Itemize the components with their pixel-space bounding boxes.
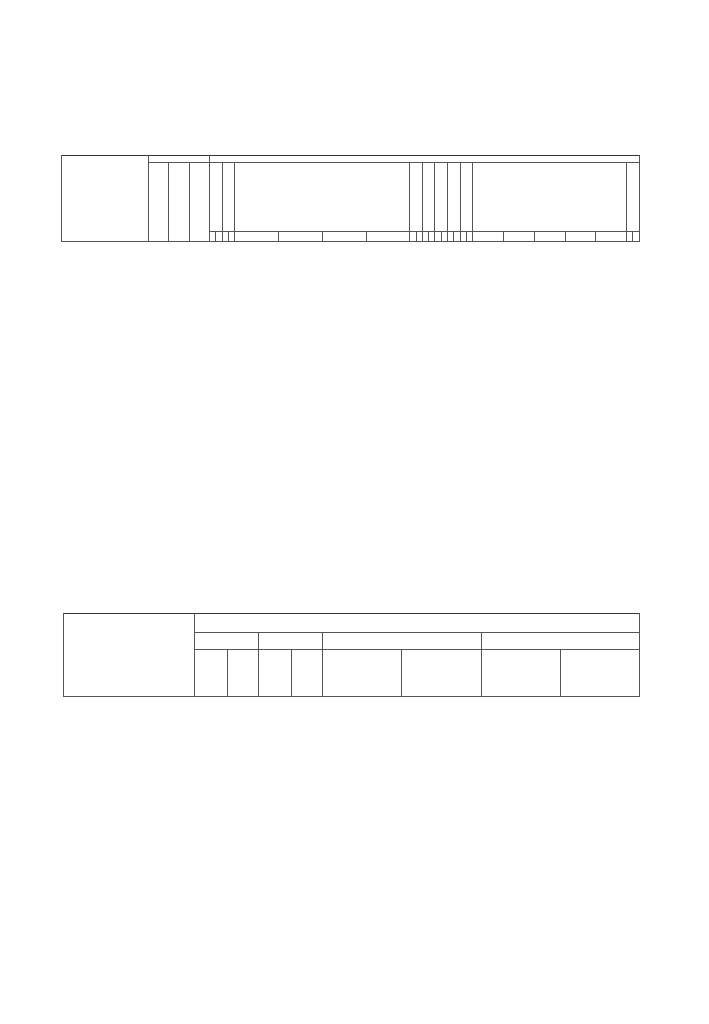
t39-header-title: [210, 156, 640, 163]
t40-header-1911: [481, 633, 640, 650]
t39-header-total: [627, 163, 640, 232]
t40-header-1901: [323, 633, 482, 650]
t40-header-census: [195, 614, 640, 633]
t39-header-other: [460, 163, 473, 232]
t39-header-number-receiving: [235, 163, 410, 232]
table39: [61, 155, 640, 242]
t39-header-female: [169, 163, 189, 242]
t39-header-number: [149, 156, 210, 163]
t39-header-ages: [473, 163, 627, 232]
t39-header-meth: [448, 163, 461, 232]
t39-header-resident: [210, 163, 223, 232]
t39-header-male: [149, 163, 169, 242]
t40-header-religious: [64, 614, 195, 697]
t39-header-pe: [422, 163, 435, 232]
t39-header-rc: [410, 163, 423, 232]
t39-header-pres: [435, 163, 448, 232]
t39-header-nonresident: [222, 163, 235, 232]
t40-header-1881: [195, 633, 259, 650]
table40: [63, 613, 640, 697]
t40-header-1891: [259, 633, 323, 650]
t39-header-classification: [62, 156, 149, 242]
t39-header-mixed: [189, 163, 209, 242]
